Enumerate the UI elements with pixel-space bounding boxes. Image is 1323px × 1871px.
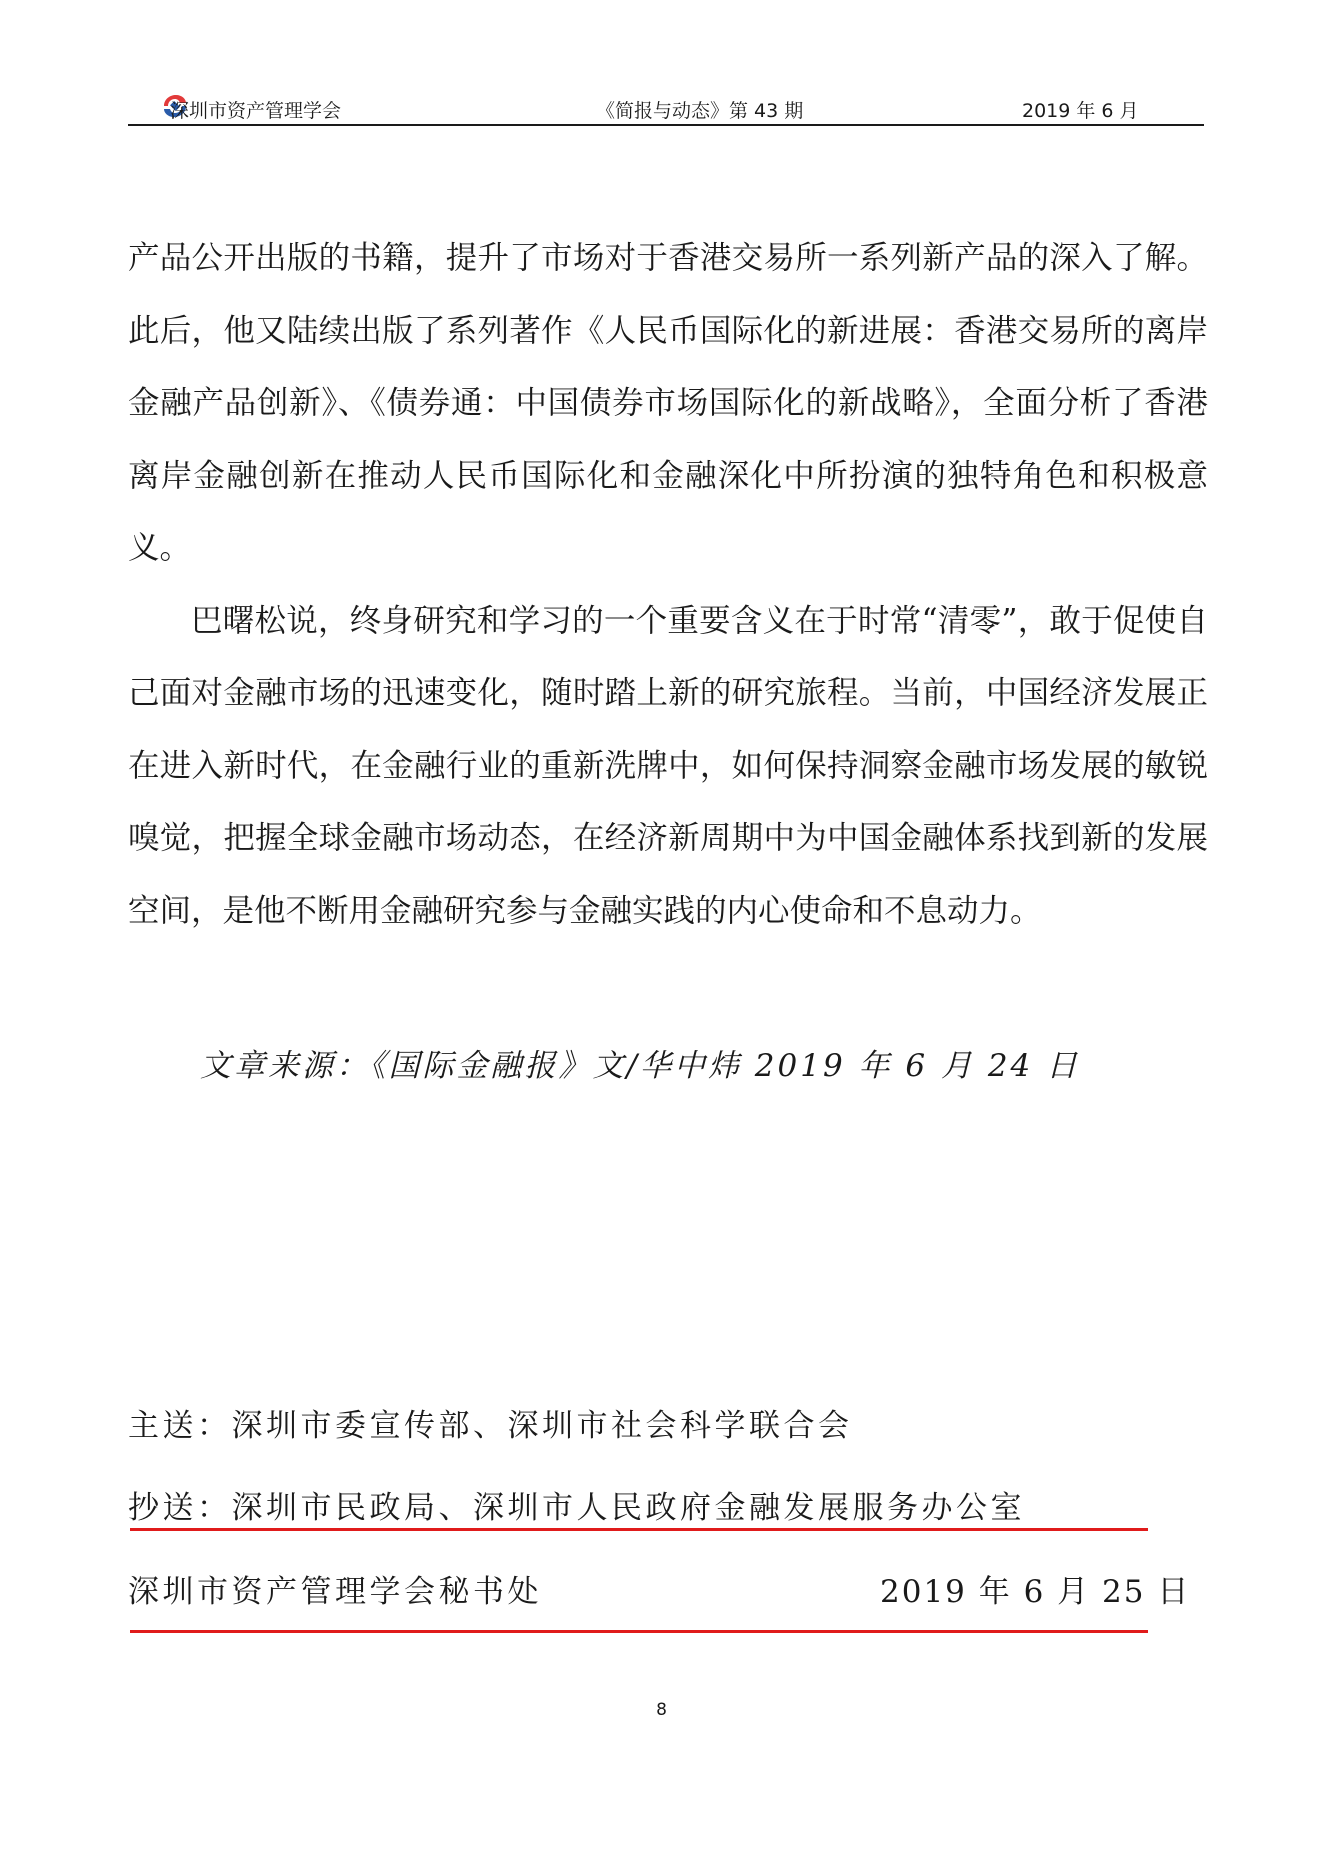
article-body	[128, 222, 1208, 947]
issue-date: 2019 年 6 月 25 日	[880, 1574, 1191, 1610]
issuer: 深圳市资产管理学会秘书处	[128, 1574, 542, 1610]
header-date: 2019 年 6 月	[1022, 100, 1139, 122]
page-number: 8	[656, 1700, 667, 1720]
header-divider	[128, 124, 1204, 126]
body-paragraph-1: 产品公开出版的书籍，提升了市场对于香港交易所一系列新产品的深入了解。此后，他又陆续出版了系列著作《人民币国际化的新进展：香港交易所的离岸金融产品创新》、《债券通：中国债券市场国际化的新战略》，全面分析了香港离岸金融创新在推动人民币国际化和金融深化中所扮演的独特角色和积极意义。	[128, 240, 1208, 566]
cc-recipients: 抄送：深圳市民政局、深圳市人民政府金融发展服务办公室	[128, 1490, 1025, 1526]
header-org-name: 深圳市资产管理学会	[170, 100, 342, 122]
main-recipients: 主送：深圳市委宣传部、深圳市社会科学联合会	[128, 1408, 853, 1444]
red-divider-top	[130, 1528, 1148, 1531]
article-source: 文章来源：《国际金融报》文/华中炜 2019 年 6 月 24 日	[200, 1048, 1081, 1084]
red-divider-bottom	[130, 1630, 1148, 1633]
body-paragraph-2: 巴曙松说，终身研究和学习的一个重要含义在于时常“清零”，敢于促使自己面对金融市场的迅速变化，随时踏上新的研究旅程。当前，中国经济发展正在进入新时代，在金融行业的重新洗牌中，如何保持洞察金融市场发展的敏锐嗅觉，把握全球金融市场动态，在经济新周期中为中国金融体系找到新的发展空间，是他不断用金融研究参与金融实践的内心使命和不息动力。	[128, 602, 1208, 929]
header-issue: 《简报与动态》第 43 期	[596, 100, 804, 122]
page-header	[128, 92, 1204, 124]
